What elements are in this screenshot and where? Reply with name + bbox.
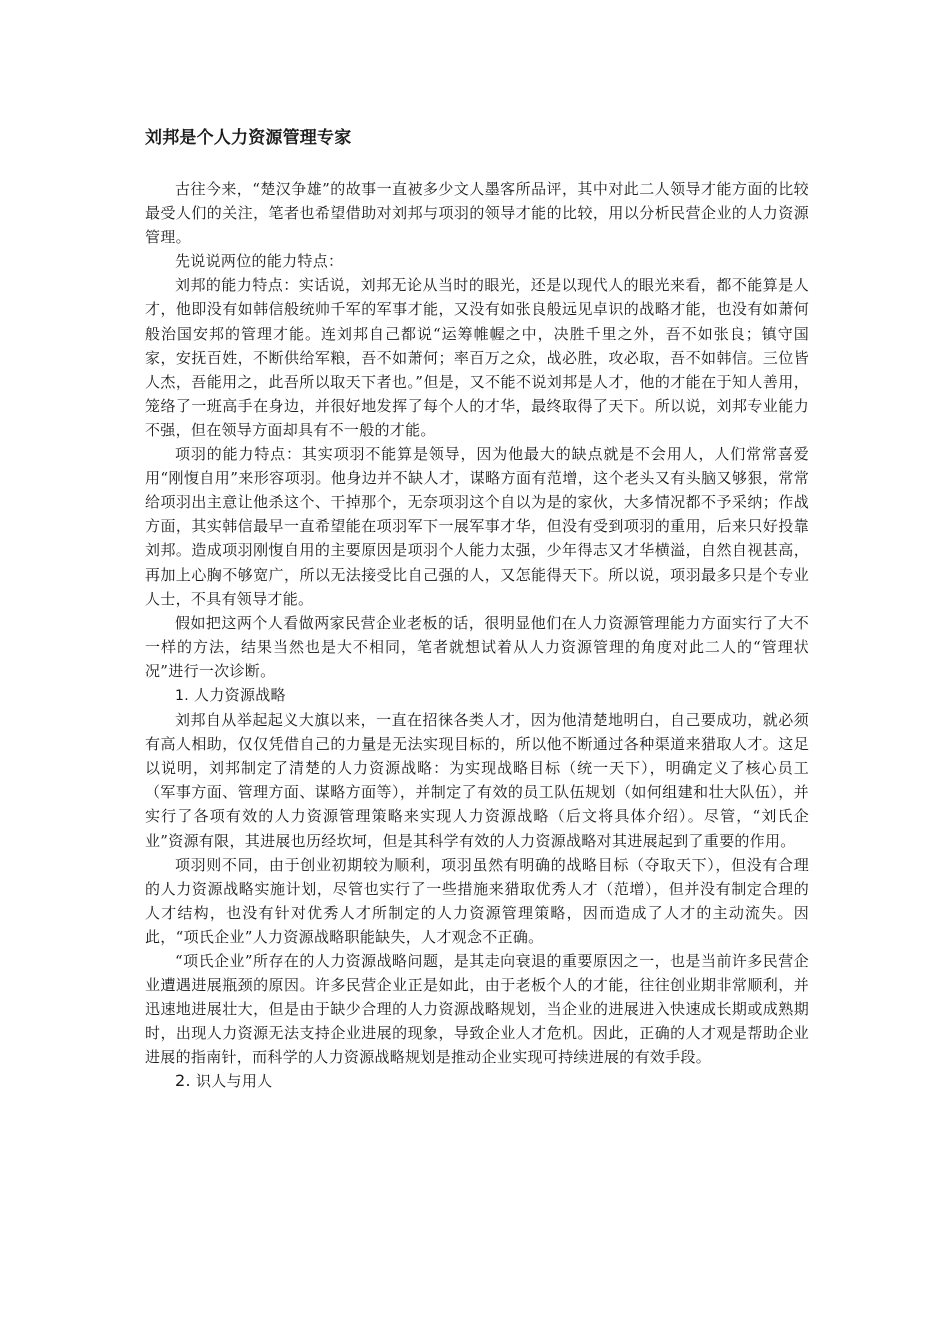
section-number: 1. bbox=[175, 687, 189, 704]
xiangyu-ability-paragraph: 项羽的能力特点：其实项羽不能算是领导，因为他最大的缺点就是不会用人，人们常常喜爱用“刚愎自用”来形容项羽。他身边并不缺人才，谋略方面有范增，这个老头又有头脑又够狠，常常给项羽出主意让他杀这个、干掉那个，无奈项羽这个自以为是的家伙，大多情况都不予采纳；作战方面，其实韩信最早一直希望能在项羽军下一展军事才华，但没有受到项羽的重用，后来只好投靠刘邦。造成项羽刚愎自用的主要原因是项羽个人能力太强，少年得志又才华横溢，自然自视甚高，再加上心胸不够宽广，所以无法接受比自己强的人，又怎能得天下。所以说，项羽最多只是个专业人士，不具有领导才能。 bbox=[145, 445, 809, 608]
liubang-strategy-paragraph: 刘邦自从举起起义大旗以来，一直在招徕各类人才，因为他清楚地明白，自己要成功，就必须有高人相助，仅仅凭借自己的力量是无法实现目标的，所以他不断通过各种渠道来猎取人才。这足以说明，刘邦制定了清楚的人力资源战略：为实现战略目标（统一天下），明确定义了核心员工（军事方面、管理方面、谋略方面等），并制定了有效的员工队伍规划（如何组建和壮大队伍），并实行了各项有效的人力资源管理策略来实现人力资源战略（后文将具体介绍）。尽管，“刘氏企业”资源有限，其进展也历经坎坷，但是其科学有效的人力资源战略对其进展起到了重要的作用。 bbox=[145, 711, 809, 850]
intro-paragraph: 古往今来，“楚汉争雄”的故事一直被多少文人墨客所品评，其中对此二人领导才能方面的比较最受人们的关注，笔者也希望借助对刘邦与项羽的领导才能的比较，用以分析民营企业的人力资源管理。 bbox=[145, 180, 809, 247]
section-title: 识人与用人 bbox=[195, 1072, 273, 1091]
document-title: 刘邦是个人力资源管理专家 bbox=[145, 128, 352, 148]
document-body bbox=[145, 177, 809, 1094]
diagnosis-intro-paragraph: 假如把这两个人看做两家民营企业老板的话，很明显他们在人力资源管理能力方面实行了大不一样的方法，结果当然也是大不相同，笔者就想试着从人力资源管理的角度对此二人的“管理状况”进行一次诊断。 bbox=[145, 613, 809, 680]
xiangyu-strategy-paragraph: 项羽则不同，由于创业初期较为顺利，项羽虽然有明确的战略目标（夺取天下），但没有合理的人力资源战略实施计划，尽管也实行了一些措施来猎取优秀人才（范增），但并没有制定合理的人才结构，也没有针对优秀人才所制定的人力资源管理策略，因而造成了人才的主动流失。因此，“项氏企业”人力资源战略职能缺失，人才观念不正确。 bbox=[145, 855, 809, 946]
section-heading-hr-strategy bbox=[145, 683, 809, 708]
section-title: 人力资源战略 bbox=[194, 685, 286, 704]
section-number: 2. bbox=[175, 1071, 191, 1091]
strategy-conclusion-paragraph: “项氏企业”所存在的人力资源战略问题，是其走向衰退的重要原因之一，也是当前许多民营企业遭遇进展瓶颈的原因。许多民营企业正是如此，由于老板个人的才能，往往创业期非常顺利，并迅速地进展壮大，但是由于缺少合理的人力资源战略规划，当企业的进展进入快速成长期或成熟期时，出现人力资源无法支持企业进展的现象，导致企业人才危机。因此，正确的人才观是帮助企业进展的指南针，而科学的人力资源战略规划是推动企业实现可持续进展的有效手段。 bbox=[145, 952, 809, 1067]
section-heading-talent bbox=[145, 1069, 809, 1093]
ability-intro-paragraph: 先说说两位的能力特点： bbox=[175, 252, 344, 271]
liubang-ability-paragraph: 刘邦的能力特点：实话说，刘邦无论从当时的眼光，还是以现代人的眼光来看，都不能算是人才，他即没有如韩信般统帅千军的军事才能，又没有如张良般远见卓识的战略才能，也没有如萧何般治国安邦的管理才能。连刘邦自己都说“运筹帷幄之中，决胜千里之外，吾不如张良；镇守国家，安抚百姓，不断供给军粮，吾不如萧何；率百万之众，战必胜，攻必取，吾不如韩信。三位皆人杰，吾能用之，此吾所以取天下者也。”但是，又不能不说刘邦是人才，他的才能在于知人善用，笼络了一班高手在身边，并很好地发挥了每个人的才华，最终取得了天下。所以说，刘邦专业能力不强，但在领导方面却具有不一般的才能。 bbox=[145, 276, 809, 439]
